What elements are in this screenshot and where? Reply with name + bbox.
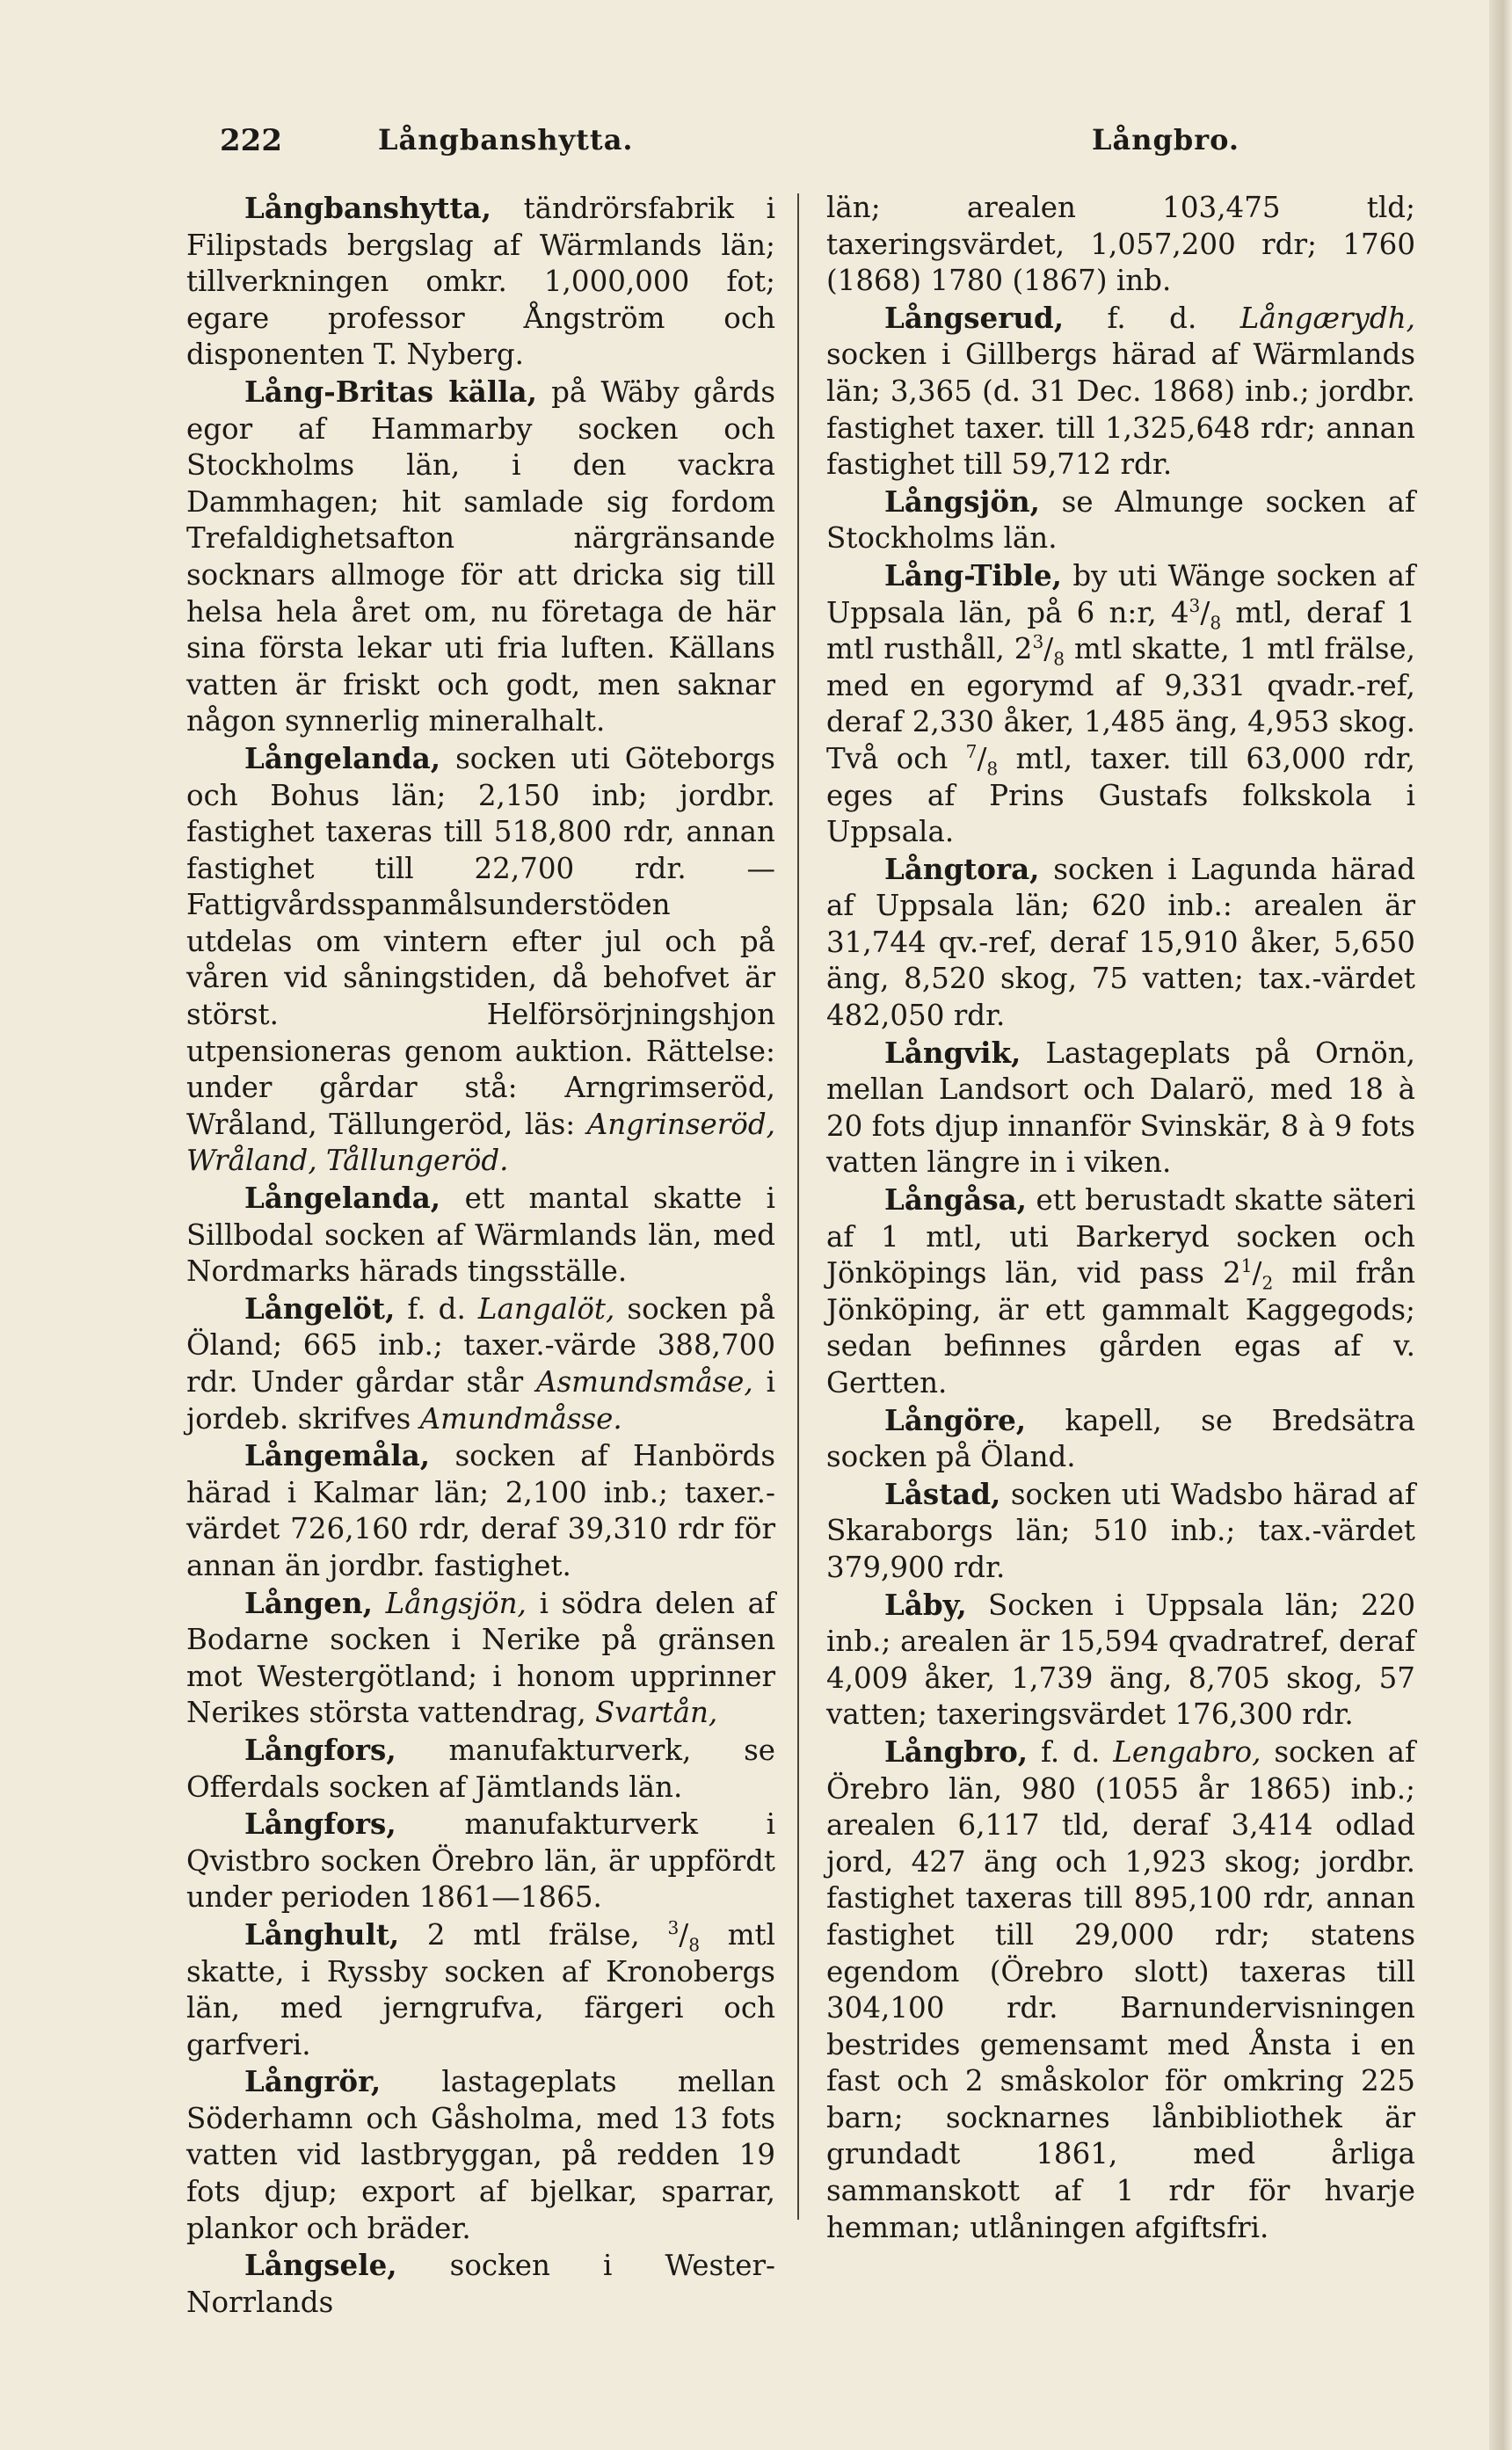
- page-number: 222: [220, 123, 282, 158]
- entry-headword: Låstad,: [884, 1476, 1001, 1511]
- dictionary-entry: [826, 1402, 1415, 1476]
- fraction: $^3/_8$: [1032, 631, 1065, 670]
- entry-text: manufakturverk, se Offerdals socken af Jämtlands län.: [186, 1733, 775, 1804]
- fraction-numerator: 3: [1032, 631, 1044, 653]
- entry-headword: Långsele,: [244, 2248, 397, 2283]
- entry-italic-text: Asmundsmåse,: [536, 1365, 753, 1399]
- dictionary-entry: [186, 1290, 775, 1437]
- dictionary-entry: [186, 2063, 775, 2247]
- fraction-numerator: 3: [1189, 594, 1201, 616]
- fraction: $^3/_8$: [1189, 594, 1222, 634]
- entry-italic-text: Långsjön,: [385, 1586, 527, 1620]
- fraction: $^1/_2$: [1240, 1255, 1274, 1294]
- left-column: [186, 190, 775, 2321]
- entry-headword: Långsjön,: [884, 483, 1040, 519]
- fraction-denominator: 8: [688, 1934, 701, 1956]
- entry-text: se Almunge socken af Stockholms län.: [826, 484, 1415, 556]
- entry-text: ett mantal skatte i Sillbodal socken af Wärmlands län, med Nordmarks härads tingsställe.: [186, 1181, 775, 1289]
- entry-headword: Långbanshytta,: [244, 191, 491, 225]
- entry-text: socken af Hanbörds härad i Kalmar län; 2,100 inb.; taxer.-värdet 726,160 rdr, deraf 39,310 rdr för annan än jordbr. fastighet.: [186, 1439, 775, 1582]
- entry-text: kapell, se Bredsätra socken på Öland.: [826, 1403, 1415, 1474]
- entry-italic-text: Angrinseröd, Wråland, Tållungeröd.: [186, 1107, 775, 1178]
- entry-text: i södra delen af Bodarne socken i Nerike på gränsen mot Westergötland; i honom upprinner Nerikes största vattendrag,: [186, 1586, 775, 1730]
- entry-text: mtl, taxer. till 63,000 rdr, eges af Prins Gustafs folkskola i Uppsala.: [826, 741, 1415, 849]
- fraction-denominator: 8: [1053, 648, 1065, 670]
- entry-italic-text: Langalöt,: [477, 1291, 615, 1326]
- entry-headword: Långvik,: [884, 1035, 1021, 1070]
- entry-text: ett berustadt skatte säteri af 1 mtl, uti Barkeryd socken och Jönköpings län, vid pass 2: [826, 1183, 1415, 1290]
- entry-text: f. d.: [1028, 1734, 1114, 1769]
- fraction-numerator: 3: [667, 1917, 680, 1939]
- page-header: [220, 123, 1239, 167]
- dictionary-entry: [186, 1180, 775, 1290]
- entry-headword: Långrör,: [244, 2064, 382, 2099]
- entry-text: i jordeb. skrifves: [186, 1365, 775, 1436]
- entry-headword: Långemåla,: [244, 1438, 431, 1473]
- fraction-denominator: 8: [986, 758, 999, 780]
- entry-text: lastageplats mellan Söderhamn och Gåsholma, med 13 fots vatten vid lastbryggan, på redden 19 fots djup; export af bjelkar, sparrar, plankor och bräder.: [186, 2065, 775, 2245]
- entry-italic-text: Lengabro,: [1113, 1734, 1261, 1769]
- column-divider: [797, 193, 799, 2220]
- entry-text: på Wäby gårds egor af Hammarby socken och Stockholms län, i den vackra Dammhagen; hit samlade sig fordom Trefaldighetsafton närgränsande socknars allmoge för att dricka sig till helsa hela året om, nu företaga de här sina första lekar uti fria luften. Källans vatten är friskt och godt, men saknar någon synnerlig mineralhalt.: [186, 374, 775, 738]
- entry-text: mtl skatte, i Ryssby socken af Kronobergs län, med jerngrufva, färgeri och garfveri.: [186, 1917, 775, 2061]
- dictionary-entry: [826, 190, 1415, 300]
- dictionary-entry: [186, 1732, 775, 1806]
- entry-text: socken i Gillbergs härad af Wärmlands län; 3,365 (d. 31 Dec. 1868) inb.; jordbr. fastighet taxer. till 1,325,648 rdr; annan fastighet till 59,712 rdr.: [826, 338, 1415, 482]
- entry-text: f. d.: [395, 1291, 478, 1326]
- entry-headword: Lången,: [244, 1585, 373, 1620]
- entry-text: Lastageplats på Ornön, mellan Landsort och Dalarö, med 18 à 20 fots djup innanför Svinskär, 8 à 9 fots vatten längre in i viken.: [826, 1036, 1415, 1180]
- entry-text: f. d.: [1064, 301, 1240, 335]
- header-right-word: Långbro.: [1091, 123, 1239, 156]
- entry-italic-text: Långærydh,: [1239, 301, 1415, 335]
- entry-headword: Långelanda,: [244, 740, 441, 775]
- fraction: $^7/_8$: [965, 741, 999, 780]
- entry-headword: Långåsa,: [884, 1182, 1027, 1218]
- entry-text: by uti Wänge socken af Uppsala län, på 6 n:r, 4: [826, 558, 1415, 629]
- dictionary-entry: [186, 740, 775, 1180]
- entry-headword: Långtora,: [884, 851, 1040, 886]
- entry-text: mtl, deraf 1 mtl rusthåll, 2: [826, 595, 1415, 666]
- entry-text: 2 mtl frälse,: [399, 1917, 668, 1952]
- fraction-numerator: 1: [1240, 1255, 1253, 1277]
- entry-text: socken af Örebro län, 980 (1055 år 1865) inb.; arealen 6,117 tld, deraf 3,414 odlad jord, 427 äng och 1,923 skog; jordbr. fastighet taxeras till 895,100 rdr, annan fastighet till 29,000 rdr; statens egendom (Örebro slott) taxeras till 304,100 rdr. Barnundervisningen bestrides gemensamt med Ånsta i en fast och 2 småskolor för omkring 225 barn; socknarnes lånbibliothek är grundadt 1861, med årliga sammanskott af 1 rdr för hvarje hemman; utlåningen afgiftsfri.: [826, 1734, 1415, 2244]
- dictionary-entry: [826, 1734, 1415, 2246]
- dictionary-entry: [186, 1806, 775, 1916]
- header-left-word: Långbanshytta.: [378, 123, 634, 156]
- entry-text: tändrörsfabrik i Filipstads bergslag af Wärmlands län; tillverkningen omkr. 1,000,000 fot; egare professor Ångström och disponenten T. Nyberg.: [186, 192, 775, 372]
- dictionary-entry: [186, 1585, 775, 1732]
- dictionary-entry: [826, 1476, 1415, 1587]
- entry-headword: Lång-Britas källa,: [244, 374, 537, 409]
- dictionary-entry: [186, 2247, 775, 2321]
- entry-headword: Låby,: [884, 1587, 967, 1622]
- dictionary-entry: [826, 1035, 1415, 1181]
- entry-text: [373, 1587, 386, 1620]
- dictionary-entry: [826, 557, 1415, 851]
- entry-headword: Långserud,: [884, 300, 1065, 335]
- dictionary-entry: [186, 1916, 775, 2063]
- entry-text: mtl skatte, 1 mtl frälse, med en egorymd af 9,331 qvadr.-ref, deraf 2,330 åker, 1,485 äng, 4,953 skog. Två och: [826, 632, 1416, 775]
- entry-headword: Lång-Tible,: [884, 557, 1062, 593]
- right-column: [826, 190, 1415, 2246]
- dictionary-entry: [186, 1437, 775, 1584]
- dictionary-entry: [186, 190, 775, 374]
- dictionary-entry: [826, 1587, 1415, 1734]
- entry-italic-text: Amundmåsse.: [419, 1401, 622, 1436]
- dictionary-entry: [826, 851, 1415, 1035]
- entry-text: socken i Wester-Norrlands: [186, 2249, 775, 2319]
- entry-text: manufakturverk i Qvistbro socken Örebro län, är uppfördt under perioden 1861—1865.: [186, 1807, 775, 1915]
- entry-text: socken uti Göteborgs och Bohus län; 2,150 inb; jordbr. fastighet taxeras till 518,800 rdr, annan fastighet till 22,700 rdr. — Fattigvårdsspanmålsunderstöden utdelas om vintern efter jul och på våren vid såningstiden, då behofvet är störst. Helförsörjningshjon utpensioneras genom auktion. Rättelse: under gårdar stå: Arngrimseröd, Wråland, Tällungeröd, läs:: [186, 741, 775, 1141]
- page-edge-shadow: [1489, 0, 1512, 2450]
- entry-text: socken på Öland; 665 inb.; taxer.-värde 388,700 rdr. Under gårdar står: [186, 1291, 775, 1399]
- fraction-numerator: 7: [965, 741, 978, 763]
- entry-headword: Långelanda,: [244, 1181, 441, 1216]
- entry-text: socken uti Wadsbo härad af Skaraborgs län; 510 inb.; tax.-värdet 379,900 rdr.: [826, 1477, 1415, 1584]
- entry-headword: Långelöt,: [244, 1290, 396, 1326]
- entry-text: socken i Lagunda härad af Uppsala län; 620 inb.: arealen är 31,744 qv.-ref, deraf 15,910 åker, 5,650 äng, 8,520 skog, 75 vatten; tax.-värdet 482,050 rdr.: [826, 852, 1415, 1033]
- entry-headword: Långfors,: [244, 1732, 396, 1767]
- dictionary-entry: [826, 483, 1415, 557]
- fraction-denominator: 2: [1261, 1272, 1274, 1294]
- dictionary-entry: [826, 300, 1415, 483]
- entry-headword: Långbro,: [884, 1734, 1029, 1769]
- entry-italic-text: Svartån,: [595, 1696, 718, 1730]
- entry-text: län; arealen 103,475 tld; taxeringsvärdet, 1,057,200 rdr; 1760 (1868) 1780 (1867) inb.: [826, 191, 1415, 298]
- dictionary-entry: [826, 1181, 1415, 1402]
- entry-headword: Långfors,: [244, 1807, 396, 1842]
- fraction-denominator: 8: [1210, 612, 1222, 634]
- entry-headword: Långöre,: [884, 1402, 1027, 1437]
- fraction: $^3/_8$: [667, 1917, 701, 1956]
- entry-text: mil från Jönköping, är ett gammalt Kaggegods; sedan befinnes gården egas af v. Gertten.: [826, 1256, 1416, 1399]
- dictionary-entry: [186, 374, 775, 740]
- entry-headword: Långhult,: [244, 1916, 400, 1952]
- entry-text: Socken i Uppsala län; 220 inb.; arealen är 15,594 qvadratref, deraf 4,009 åker, 1,739 äng, 8,705 skog, 57 vatten; taxeringsvärdet 176,300 rdr.: [826, 1588, 1415, 1732]
